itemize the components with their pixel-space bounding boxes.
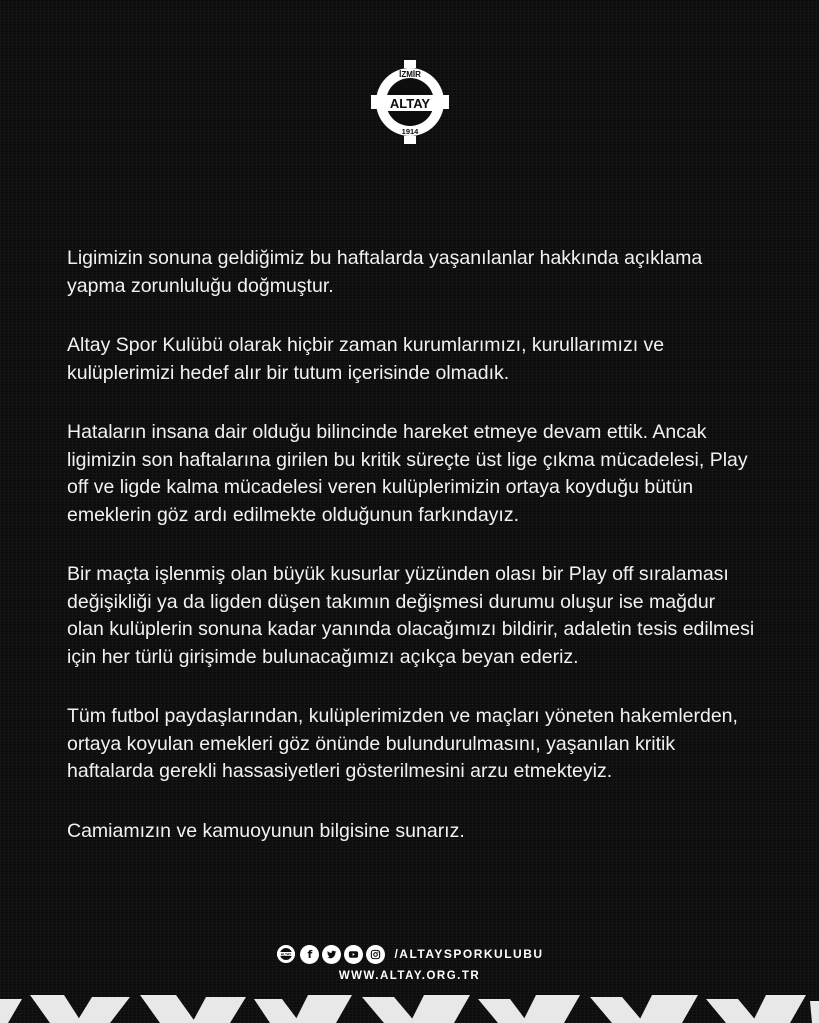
mini-logo-icon [275, 943, 297, 965]
statement-body [67, 245, 757, 842]
logo-year: 1914 [401, 127, 419, 136]
twitter-icon[interactable] [322, 945, 341, 964]
statement-paragraph: Ligimizin sonuna geldiğimiz bu haftalarda yaşanılanlar hakkında açıklama yapma zorunluluğu doğmuştur. [67, 247, 703, 297]
statement-paragraph: Bir maçta işlenmiş olan büyük kusurlar yüzünden olası bir Play off sıralaması değişikliği ya da ligden düşen takımın değişmesi durumu oluşur ise mağdur olan kulüplerin sonuna kadar yanında olacağımızı bildirir, adaletin tesis edilmesi için her türlü girişimde bulunacağımızı açıkça beyan ederiz. [67, 563, 755, 668]
statement-paragraph: Camiamızın ve kamuoyunun bilgisine sunarız. [67, 819, 465, 842]
statement-paragraph: Altay Spor Kulübü olarak hiçbir zaman kurumlarımızı, kurullarımızı ve kulüplerimizi hedef alır bir tutum içerisinde olmadık. [67, 334, 665, 384]
statement-paragraph: Hataların insana dair olduğu bilincinde hareket etmeye devam ettik. Ancak ligimizin son haftalarına girilen bu kritik süreçte üst lige çıkma mücadelesi, Play off ve ligde kalma mücadelesi veren kulüplerimizin ortaya koyduğu bütün emeklerin göz ardı edilmekte olduğunun farkındayız. [67, 421, 748, 526]
social-handle[interactable]: /ALTAYSPORKULUBU [394, 947, 544, 961]
youtube-icon[interactable] [344, 945, 363, 964]
logo-name: ALTAY [389, 96, 431, 111]
statement-paragraph: Tüm futbol paydaşlarından, kulüplerimizden ve maçları yöneten hakemlerden, ortaya koyulan emekleri göz önünde bulundurulmasını, yaşanılan kritik haftalarda gerekli hassasiyetleri gösterilmesini arzu etmekteyiz. [67, 705, 738, 782]
decorative-pattern [0, 985, 819, 1023]
social-row [0, 942, 819, 966]
footer [0, 942, 819, 982]
altay-logo [370, 55, 450, 150]
website-link[interactable]: WWW.ALTAY.ORG.TR [338, 970, 481, 982]
mini-logo-text: ALTAY [281, 952, 292, 957]
logo-city: İZMİR [399, 70, 421, 79]
instagram-icon[interactable] [366, 945, 385, 964]
facebook-icon[interactable]: f [300, 945, 319, 964]
